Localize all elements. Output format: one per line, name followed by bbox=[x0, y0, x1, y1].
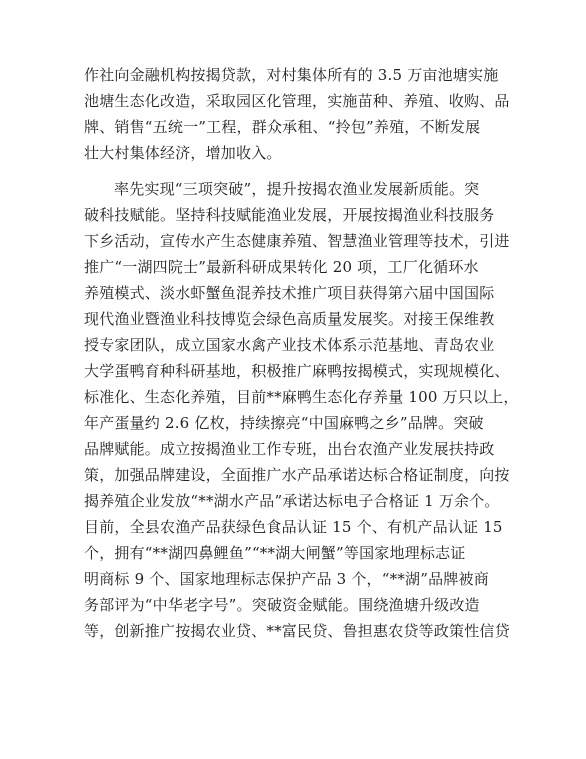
text-line: 策，加强品牌建设，全面推广水产品承诺达标合格证制度，向按 bbox=[84, 466, 510, 484]
text-line: 等，创新推广按揭农业贷、**富民贷、鲁担惠农贷等政策性信贷 bbox=[84, 622, 510, 640]
text-line: 牌、销售“五统一”工程，群众承租、“拎包”养殖，不断发展 bbox=[84, 118, 481, 136]
text-line: 年产蛋量约 2.6 亿枚，持续擦亮“中国麻鸭之乡”品牌。突破 bbox=[84, 414, 484, 432]
text-line: 标准化、生态化养殖，目前**麻鸭生态化存养量 100 万只以上， bbox=[84, 388, 519, 406]
paragraph-1 bbox=[84, 62, 510, 166]
paragraph-2 bbox=[84, 176, 519, 644]
text-line: 目前，全县农渔产品获绿色食品认证 15 个、有机产品认证 15 bbox=[84, 518, 503, 536]
text-line: 养殖模式、淡水虾蟹鱼混养技术推广项目获得第六届中国国际 bbox=[84, 284, 495, 302]
text-line: 品牌赋能。成立按揭渔业工作专班，出台农渔产业发展扶持政 bbox=[84, 440, 495, 458]
paragraph-gap bbox=[84, 166, 504, 176]
text-line: 壮大村集体经济，增加收入。 bbox=[84, 144, 282, 162]
document-body bbox=[84, 62, 519, 644]
text-line: 大学蛋鸭育种科研基地，积极推广麻鸭按揭模式，实现规模化、 bbox=[84, 362, 510, 380]
text-line: 授专家团队，成立国家水禽产业技术体系示范基地、青岛农业 bbox=[84, 336, 495, 354]
text-line: 务部评为“中华老字号”。突破资金赋能。围绕渔塘升级改造 bbox=[84, 596, 480, 614]
text-line: 现代渔业暨渔业科技博览会绿色高质量发展奖。对接王保维教 bbox=[84, 310, 495, 328]
text-line: 破科技赋能。坚持科技赋能渔业发展，开展按揭渔业科技服务 bbox=[84, 206, 495, 224]
text-line: 率先实现“三项突破”，提升按揭农渔业发展新质能。突 bbox=[114, 180, 480, 198]
text-line: 作社向金融机构按揭贷款，对村集体所有的 3.5 万亩池塘实施 bbox=[84, 66, 499, 84]
text-line: 下乡活动，宣传水产生态健康养殖、智慧渔业管理等技术，引进 bbox=[84, 232, 510, 250]
text-line: 揭养殖企业发放“**湖水产品”承诺达标电子合格证 1 万余个。 bbox=[84, 492, 500, 510]
text-line: 推广“一湖四院士”最新科研成果转化 20 项，工厂化循环水 bbox=[84, 258, 479, 276]
text-line: 个，拥有“**湖四鼻鲤鱼”“**湖大闸蟹”等国家地理标志证 bbox=[84, 544, 466, 562]
text-line: 池塘生态化改造，采取园区化管理，实施苗种、养殖、收购、品 bbox=[84, 92, 510, 110]
text-line: 明商标 9 个、国家地理标志保护产品 3 个，“**湖”品牌被商 bbox=[84, 570, 489, 588]
